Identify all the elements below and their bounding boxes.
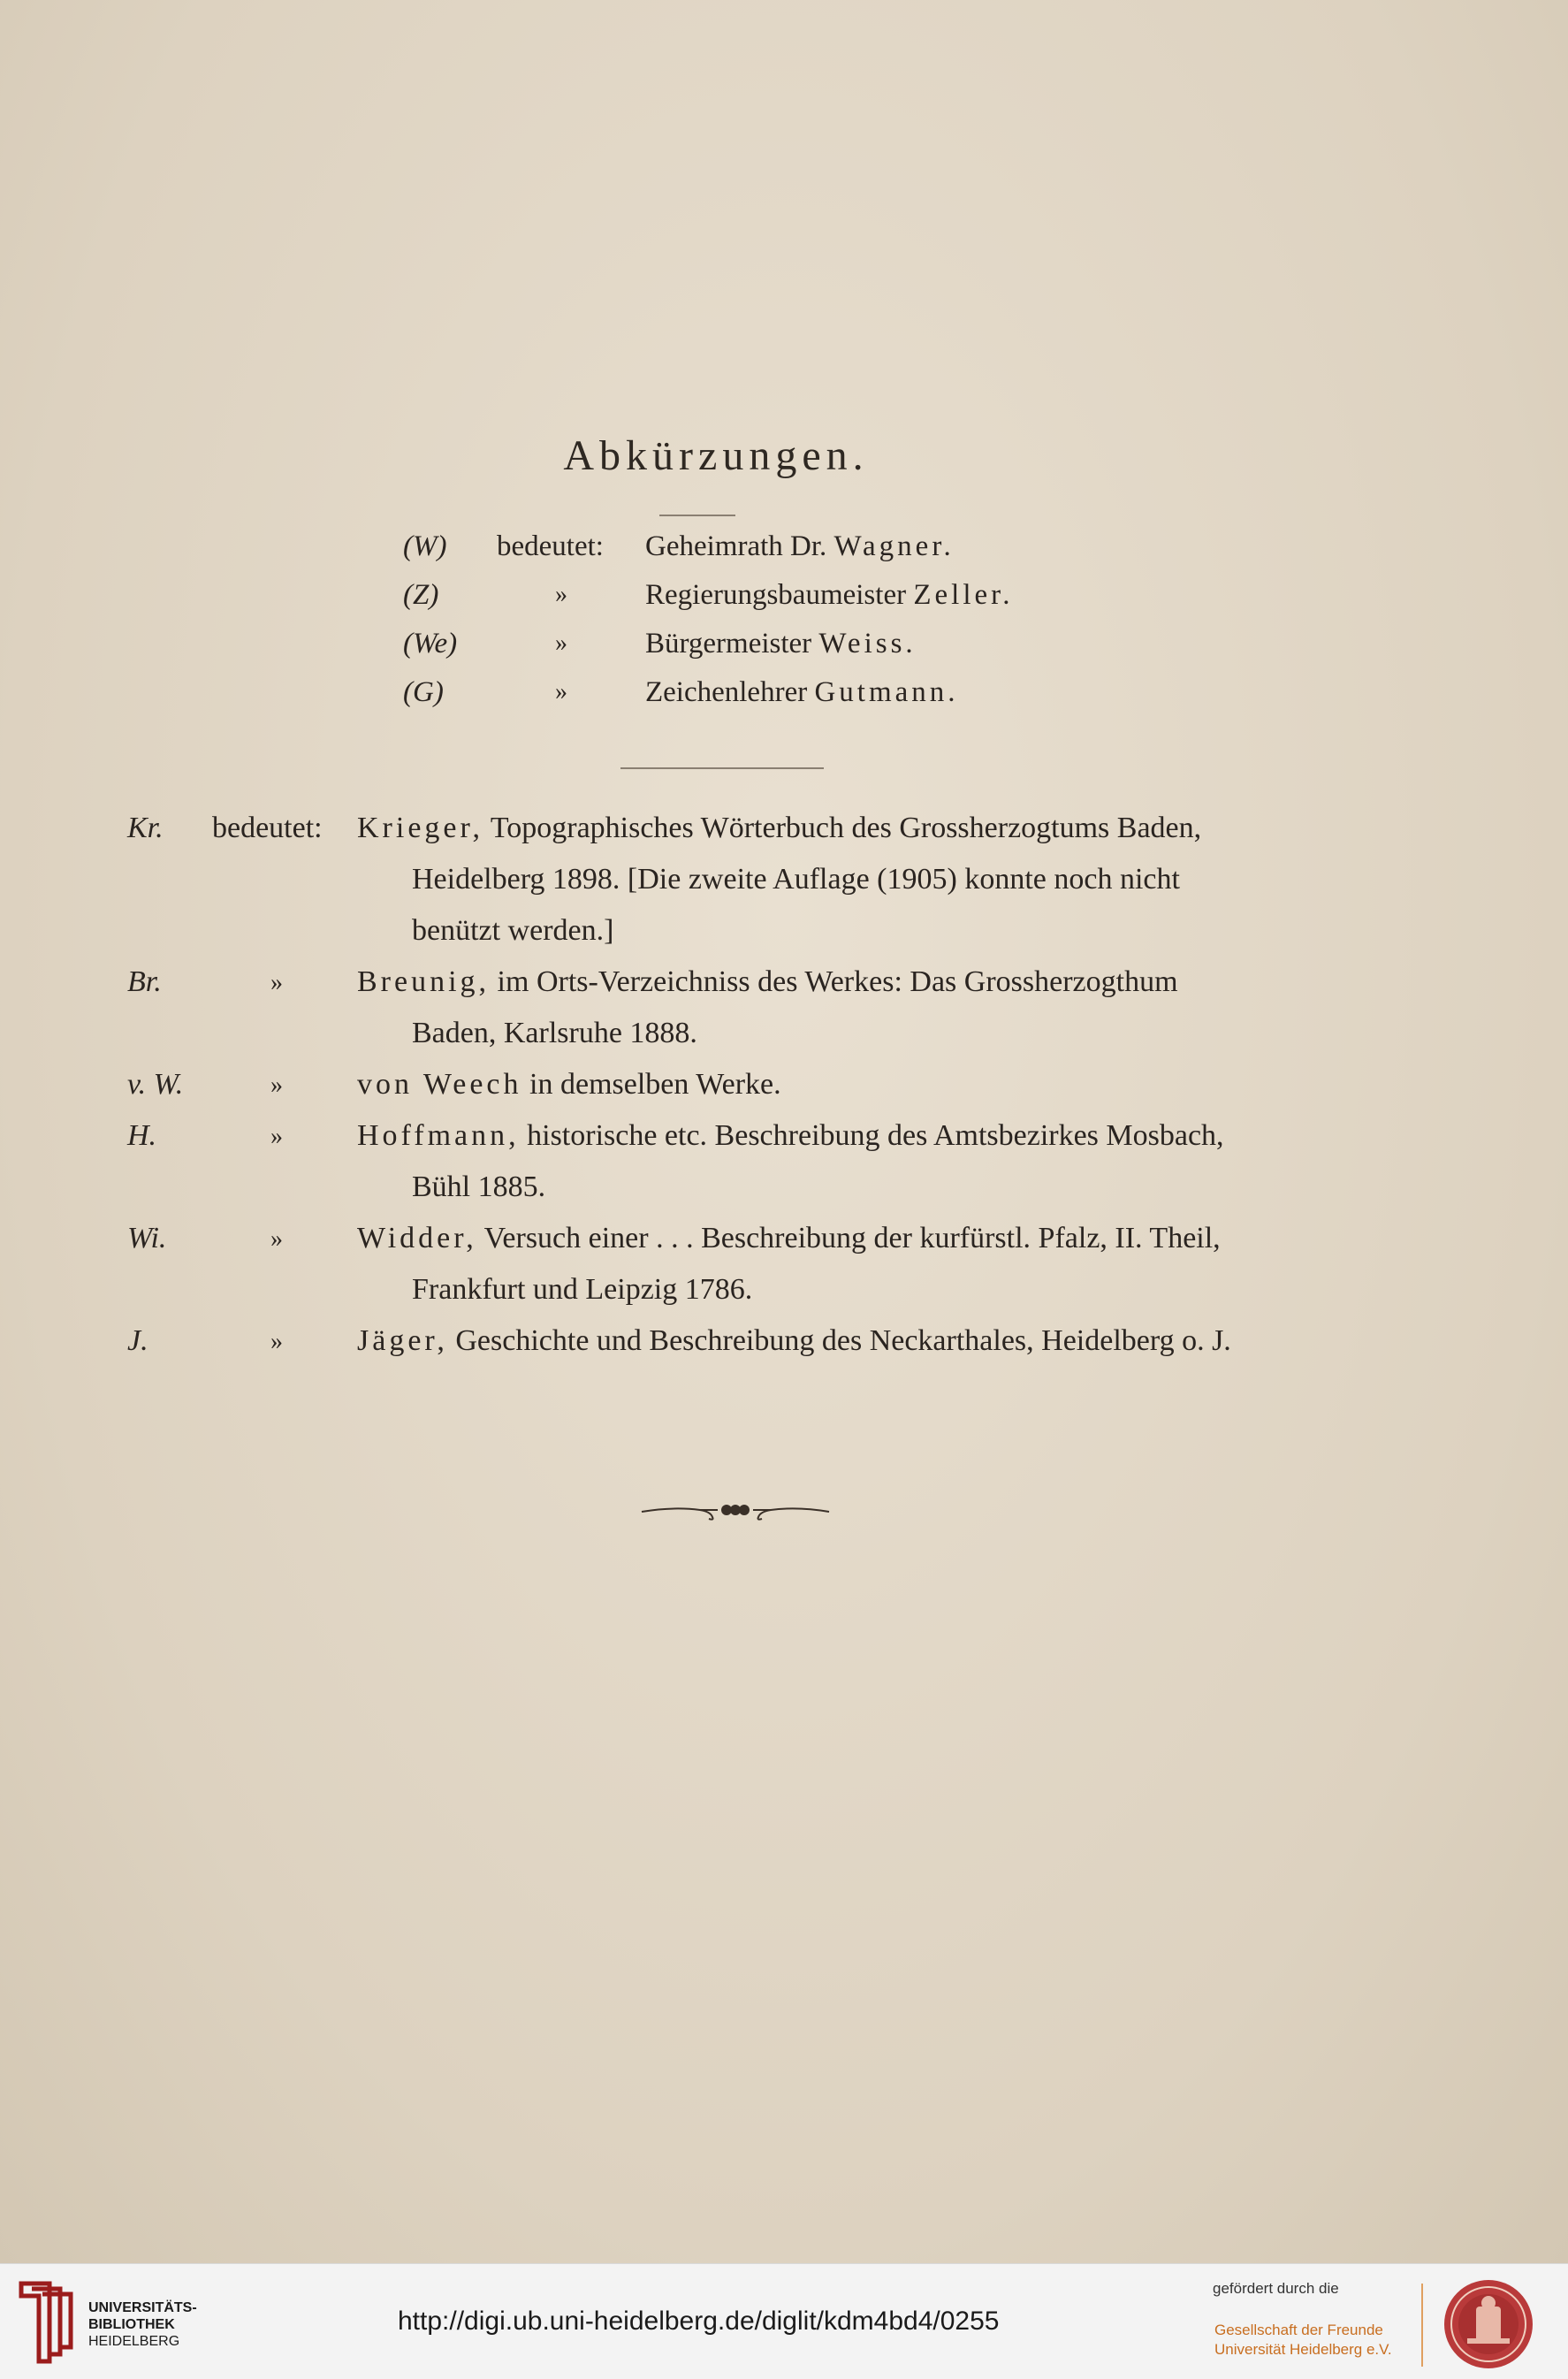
abbreviation-sigil: (G) [403,676,444,708]
source-entry [124,1119,1343,1222]
contributor-row [403,628,1110,676]
contributor-row [403,676,1110,725]
abbreviation-sigil: Br. [127,965,162,998]
source-line: Krieger, Topographisches Wörterbuch des Grossherzogtums Baden, [357,812,1202,844]
contributor-name: Zeichenlehrer Gutmann. [645,676,959,708]
abbreviation-sigil: v. W. [127,1068,184,1101]
sponsor-name: Gesellschaft der Freunde Universität Heidelberg e.V. [1214,2322,1392,2358]
contributor-abbreviations [403,530,1110,725]
ditto-mark: » [270,1225,283,1253]
ub-heidelberg-logo-icon [14,2280,76,2365]
ditto-mark: » [270,1328,283,1355]
ditto-mark: » [270,969,283,996]
source-entry [124,812,1343,965]
library-footer [0,2263,1568,2379]
source-line: Hoffmann, historische etc. Beschreibung des Amtsbezirkes Mosbach, [357,1119,1224,1152]
source-line: Jäger, Geschichte und Beschreibung des Neckarthales, Heidelberg o. J. [357,1324,1231,1357]
source-line: Widder, Versuch einer . . . Beschreibung der kurfürstl. Pfalz, II. Theil, [357,1222,1221,1254]
source-abbreviations [124,812,1343,1376]
abbreviation-sigil: (Z) [403,579,439,611]
ditto-mark: » [555,629,567,657]
source-line: Bühl 1885. [412,1170,546,1203]
title-divider [659,515,735,516]
abbreviation-sigil: H. [127,1119,157,1152]
source-entry [124,1222,1343,1324]
section-divider [620,767,824,769]
abbreviation-sigil: (W) [403,530,447,562]
abbreviation-sigil: Wi. [127,1222,167,1254]
source-line: von Weech in demselben Werke. [357,1068,781,1101]
source-author: Hoffmann, [357,1119,520,1152]
university-seal-icon [1441,2276,1536,2372]
ditto-mark: » [270,1071,283,1099]
contributor-row [403,579,1110,628]
contributor-name: Regierungsbaumeister Zeller. [645,579,1014,611]
abbreviation-sigil: Kr. [127,812,164,844]
ditto-mark: » [270,1123,283,1150]
contributor-name: Bürgermeister Weiss. [645,628,917,660]
source-author: von Weech [357,1068,522,1101]
source-author: Breunig, [357,965,491,998]
source-line: Frankfurt und Leipzig 1786. [412,1273,753,1306]
source-entry [124,1068,1343,1119]
source-line: Baden, Karlsruhe 1888. [412,1017,697,1049]
library-name: UNIVERSITÄTS- BIBLIOTHEK HEIDELBERG [88,2300,197,2349]
source-line: Heidelberg 1898. [Die zweite Auflage (1905) konnte noch nicht [412,863,1180,896]
abbreviation-sigil: J. [127,1324,148,1357]
ditto-mark: » [555,581,567,608]
ornament-flourish-icon [638,1498,833,1524]
contributor-row [403,530,1110,579]
source-author: Jäger, [357,1324,448,1357]
sponsor-label: gefördert durch die [1213,2280,1339,2297]
source-author: Krieger, [357,812,483,844]
meaning-label: bedeutet: [212,812,323,844]
source-line: Breunig, im Orts-Verzeichniss des Werkes: Das Grossherzogthum [357,965,1178,998]
ditto-mark: » [555,678,567,705]
source-entry [124,965,1343,1068]
meaning-label: bedeutet: [497,530,604,562]
source-author: Widder, [357,1222,477,1254]
source-entry [124,1324,1343,1376]
permalink-url[interactable]: http://digi.ub.uni-heidelberg.de/diglit/kdm4bd4/0255 [398,2307,1000,2336]
page-title: Abkürzungen. [563,432,869,479]
contributor-name: Geheimrath Dr. Wagner. [645,530,955,562]
footer-divider [1421,2284,1423,2367]
source-line: benützt werden.] [412,914,614,947]
abbreviation-sigil: (We) [403,628,458,660]
